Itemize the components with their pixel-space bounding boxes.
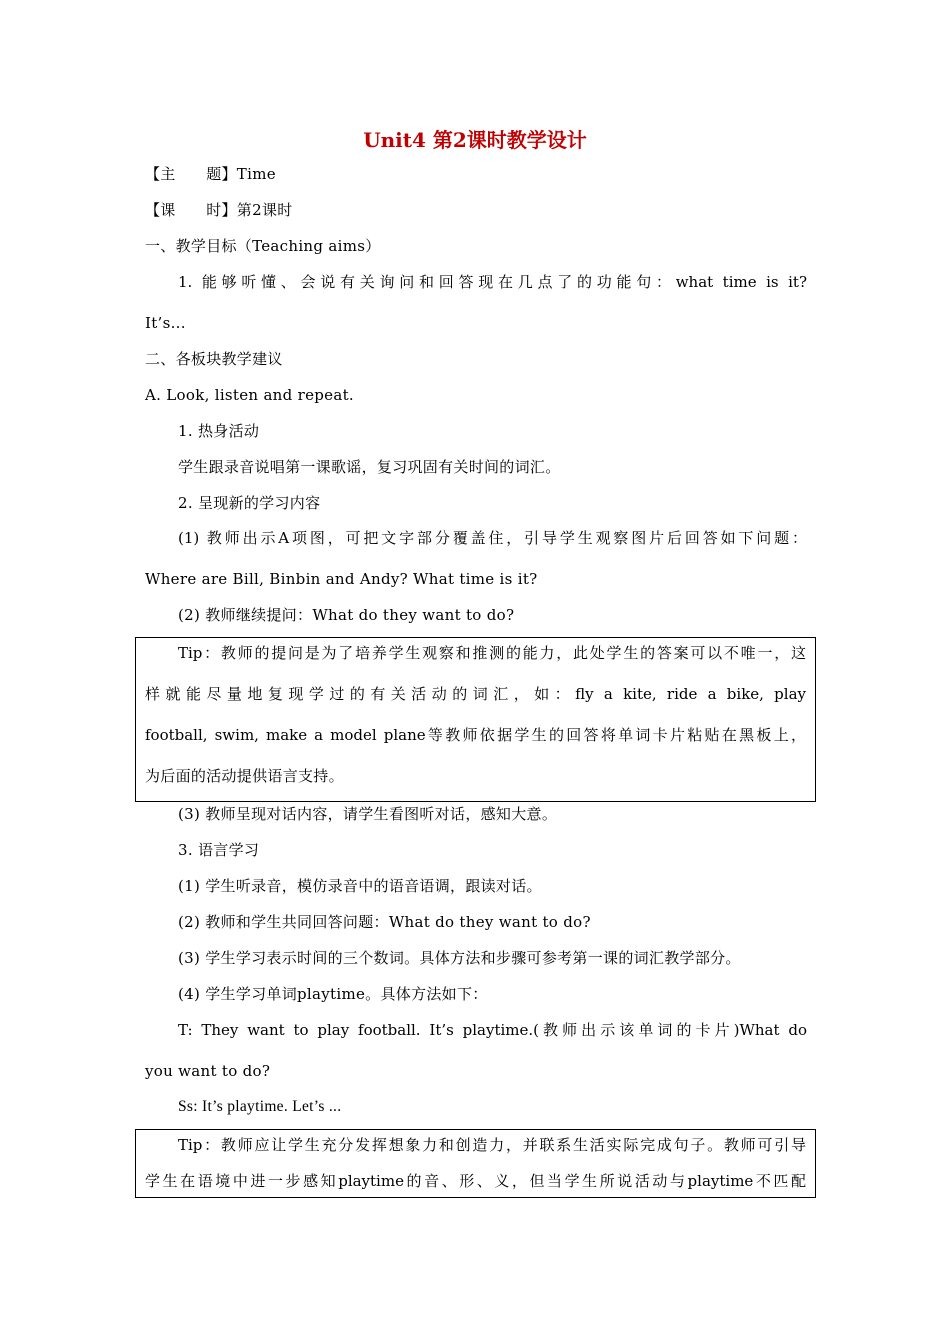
aim1-line1: 1. 能够听懂、会说有关询问和回答现在几点了的功能句：what time is it? [178, 273, 807, 291]
tip2-line2: 学生在语境中进一步感知playtime的音、形、义，但当学生所说活动与playtime不匹配 [145, 1172, 806, 1190]
step1-heading: 1. 热身活动 [178, 422, 260, 440]
section1-heading: 一、教学目标（Teaching aims） [145, 237, 381, 255]
step1-text: 学生跟录音说唱第一课歌谣，复习巩固有关时间的词汇。 [178, 458, 561, 476]
tip1-line2: 样就能尽量地复现学过的有关活动的词汇，如：fly a kite, ride a bike, play [145, 685, 806, 703]
dialog-teacher-line1: T: They want to play football. It’s playtime.(教师出示该单词的卡片)What do [178, 1021, 807, 1039]
tip-box-1 [135, 637, 816, 802]
tip1-line3: football, swim, make a model plane等教师依据学生的回答将单词卡片粘贴在黑板上， [145, 726, 806, 744]
step3-item2: (2) 教师和学生共同回答问题：What do they want to do? [178, 913, 591, 931]
tip1-line4: 为后面的活动提供语言支持。 [145, 767, 344, 785]
step2-item1-line2: Where are Bill, Binbin and Andy? What time is it? [145, 570, 538, 588]
tip2-line1: Tip：教师应让学生充分发挥想象力和创造力，并联系生活实际完成句子。教师可引导 [178, 1136, 806, 1154]
step3-item1: (1) 学生听录音，模仿录音中的语音语调，跟读对话。 [178, 877, 542, 895]
step2-item2: (2) 教师继续提问：What do they want to do? [178, 606, 515, 624]
dialog-teacher-line2: you want to do? [145, 1062, 271, 1080]
step3-item4: (4) 学生学习单词playtime。具体方法如下： [178, 985, 488, 1003]
dialog-students: Ss: It’s playtime. Let’s ... [178, 1098, 342, 1115]
tip1-line1: Tip：教师的提问是为了培养学生观察和推测的能力，此处学生的答案可以不唯一，这 [178, 644, 806, 662]
topic-line: 【主 题】Time [145, 165, 276, 183]
partA-heading: A. Look, listen and repeat. [145, 386, 354, 404]
step3-item3: (3) 学生学习表示时间的三个数词。具体方法和步骤可参考第一课的词汇教学部分。 [178, 949, 741, 967]
step3-heading: 3. 语言学习 [178, 841, 260, 859]
document-title: Unit4 第2课时教学设计 [363, 128, 587, 152]
aim1-line2: It’s... [145, 314, 186, 332]
step2-heading: 2. 呈现新的学习内容 [178, 494, 321, 512]
tip-box-2 [135, 1129, 816, 1198]
step2-item3: (3) 教师呈现对话内容，请学生看图听对话，感知大意。 [178, 805, 558, 823]
section2-heading: 二、各板块教学建议 [145, 350, 283, 368]
period-line: 【课 时】第2课时 [145, 201, 293, 219]
step2-item1-line1: (1) 教师出示A项图，可把文字部分覆盖住，引导学生观察图片后回答如下问题： [178, 529, 807, 547]
